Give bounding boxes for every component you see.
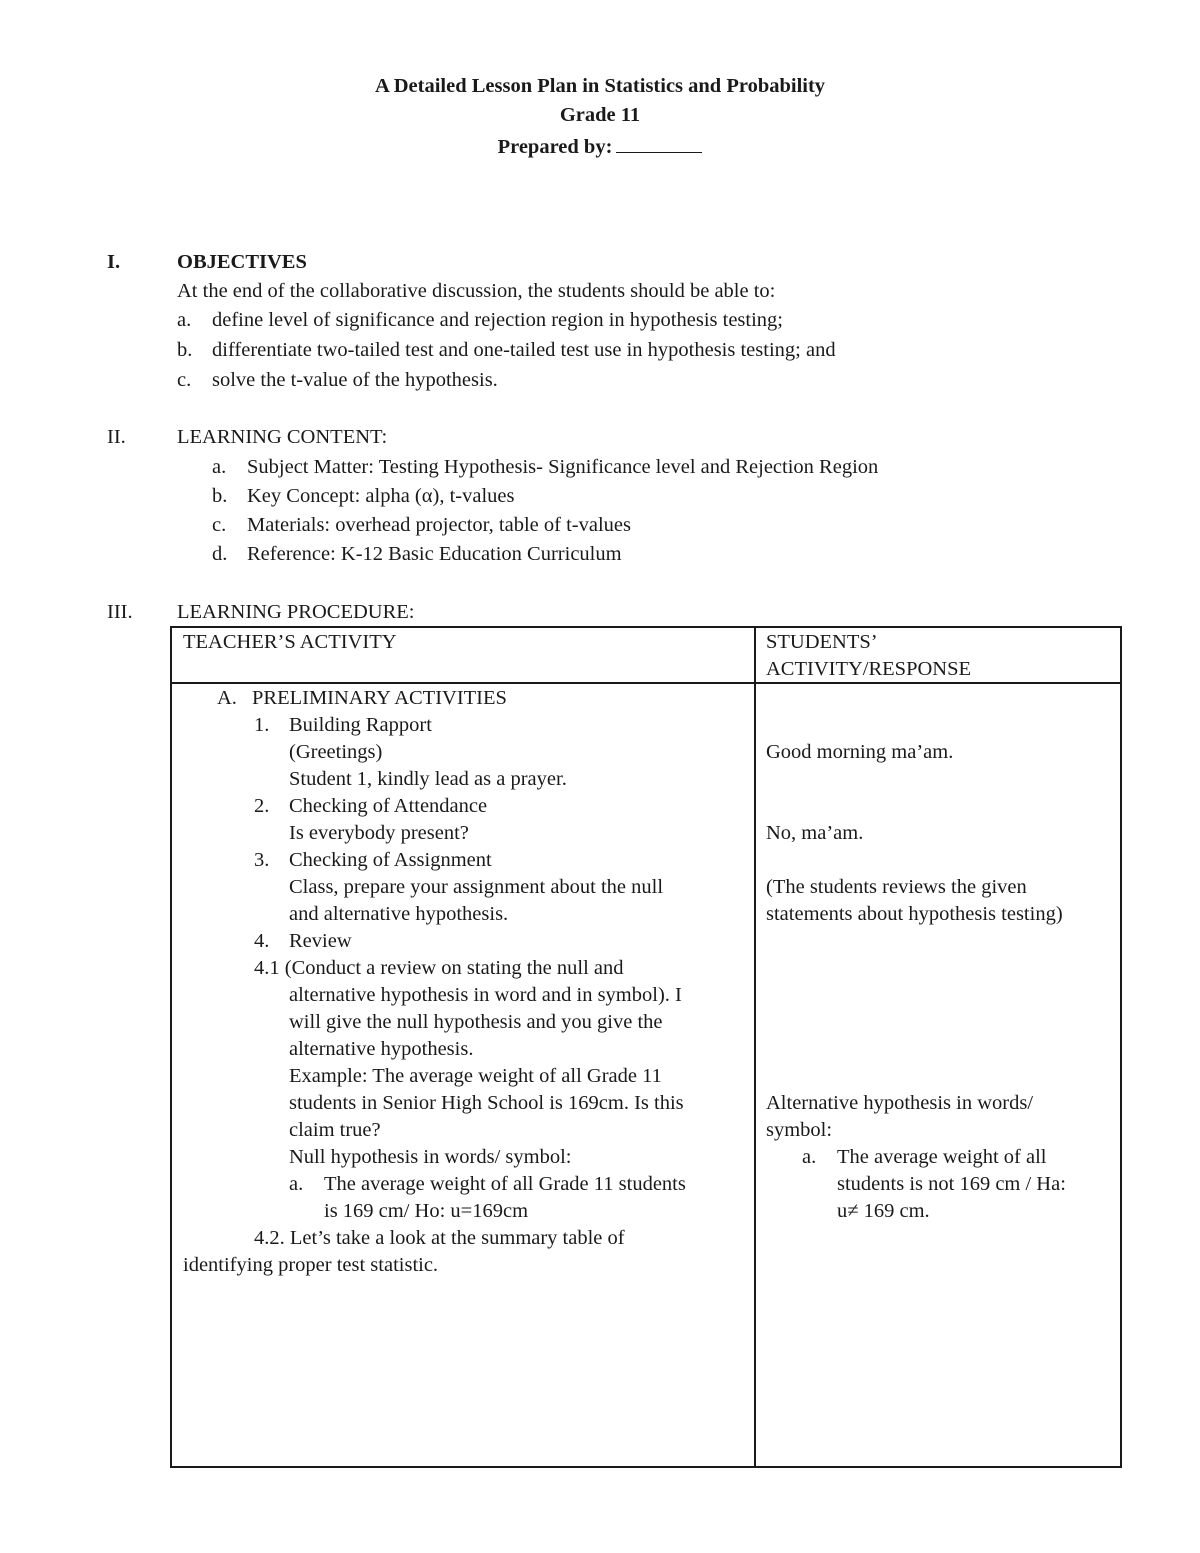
content-item bbox=[212, 540, 622, 569]
null-hypothesis-text: The average weight of all Grade 11 students bbox=[324, 1173, 686, 1195]
content-item bbox=[212, 511, 631, 540]
alt-hypothesis-item bbox=[802, 1144, 1046, 1171]
grade-level: Grade 11 bbox=[559, 104, 641, 126]
content-label: d. bbox=[212, 543, 228, 565]
objectives-number: I. bbox=[107, 251, 121, 273]
step-1-title: Building Rapport bbox=[289, 714, 432, 736]
step-2-title: Checking of Attendance bbox=[289, 795, 488, 817]
teacher-line: alternative hypothesis in word and in symbol). I bbox=[289, 984, 682, 1006]
learning-procedure-number: III. bbox=[107, 601, 133, 623]
student-response: No, ma’am. bbox=[766, 822, 864, 844]
step-3-line bbox=[254, 847, 492, 874]
objectives-intro: At the end of the collaborative discussion, the students should be able to: bbox=[177, 280, 776, 302]
null-hypothesis-item bbox=[289, 1171, 686, 1198]
null-hypothesis-label: a. bbox=[289, 1173, 304, 1195]
section-a-text: PRELIMINARY ACTIVITIES bbox=[252, 687, 507, 709]
objective-item bbox=[177, 366, 498, 395]
teacher-line: 4.1 (Conduct a review on stating the null and bbox=[254, 957, 624, 979]
step-2-line bbox=[254, 793, 487, 820]
content-item bbox=[212, 482, 514, 511]
objective-text: solve the t-value of the hypothesis. bbox=[212, 369, 498, 391]
student-response: symbol: bbox=[766, 1119, 833, 1141]
teacher-line: identifying proper test statistic. bbox=[183, 1254, 439, 1276]
step-4-title: Review bbox=[289, 930, 352, 952]
students-header-line-1: STUDENTS’ bbox=[766, 631, 878, 653]
prepared-by-label: Prepared by: bbox=[497, 136, 613, 158]
teacher-line: Null hypothesis in words/ symbol: bbox=[289, 1146, 572, 1168]
teacher-line: Student 1, kindly lead as a prayer. bbox=[289, 768, 567, 790]
procedure-table bbox=[170, 626, 1122, 1468]
student-response: Good morning ma’am. bbox=[766, 741, 954, 763]
content-item bbox=[212, 453, 878, 482]
teacher-line: will give the null hypothesis and you give the bbox=[289, 1011, 663, 1033]
teacher-line: and alternative hypothesis. bbox=[289, 903, 509, 925]
step-2-label: 2. bbox=[254, 795, 270, 817]
objectives-heading: OBJECTIVES bbox=[177, 251, 307, 273]
objective-item bbox=[177, 306, 783, 335]
learning-content-heading: LEARNING CONTENT: bbox=[177, 426, 388, 448]
content-label: b. bbox=[212, 485, 228, 507]
students-header-line-2: ACTIVITY/RESPONSE bbox=[766, 658, 972, 680]
student-response: (The students reviews the given bbox=[766, 876, 1027, 898]
content-label: c. bbox=[212, 514, 227, 536]
content-label: a. bbox=[212, 456, 227, 478]
objective-text: differentiate two-tailed test and one-tailed test use in hypothesis testing; and bbox=[212, 339, 836, 361]
teacher-line: 4.2. Let’s take a look at the summary table of bbox=[254, 1227, 625, 1249]
prepared-by-line bbox=[0, 130, 1200, 159]
teacher-line: Example: The average weight of all Grade 11 bbox=[289, 1065, 662, 1087]
objective-label: a. bbox=[177, 309, 192, 331]
learning-procedure-heading: LEARNING PROCEDURE: bbox=[177, 601, 415, 623]
teacher-line: claim true? bbox=[289, 1119, 381, 1141]
step-1-label: 1. bbox=[254, 714, 270, 736]
teacher-line: alternative hypothesis. bbox=[289, 1038, 474, 1060]
step-3-label: 3. bbox=[254, 849, 270, 871]
student-response: students is not 169 cm / Ha: bbox=[837, 1173, 1066, 1195]
objective-text: define level of significance and rejection region in hypothesis testing; bbox=[212, 309, 783, 331]
teacher-line: students in Senior High School is 169cm. Is this bbox=[289, 1092, 684, 1114]
teacher-line: is 169 cm/ Ho: u=169cm bbox=[324, 1200, 529, 1222]
objective-label: c. bbox=[177, 369, 192, 391]
teacher-header-text: TEACHER’S ACTIVITY bbox=[183, 631, 397, 653]
alt-hypothesis-text: The average weight of all bbox=[837, 1146, 1047, 1168]
document-title: A Detailed Lesson Plan in Statistics and Probability bbox=[374, 75, 826, 97]
step-4-label: 4. bbox=[254, 930, 270, 952]
prepared-by-blank bbox=[616, 130, 702, 153]
objective-item bbox=[177, 336, 836, 365]
student-response: statements about hypothesis testing) bbox=[766, 903, 1063, 925]
document-header bbox=[0, 72, 1200, 159]
teacher-column-header bbox=[171, 627, 755, 683]
teacher-line: Class, prepare your assignment about the null bbox=[289, 876, 664, 898]
section-a-line bbox=[217, 685, 507, 712]
student-response: u≠ 169 cm. bbox=[837, 1200, 930, 1222]
student-response: Alternative hypothesis in words/ bbox=[766, 1092, 1034, 1114]
content-text: Key Concept: alpha (α), t-values bbox=[247, 485, 515, 507]
objective-label: b. bbox=[177, 339, 193, 361]
content-text: Subject Matter: Testing Hypothesis- Significance level and Rejection Region bbox=[247, 456, 879, 478]
content-text: Materials: overhead projector, table of t-values bbox=[247, 514, 631, 536]
content-text: Reference: K-12 Basic Education Curriculum bbox=[247, 543, 622, 565]
step-4-line bbox=[254, 928, 352, 955]
step-3-title: Checking of Assignment bbox=[289, 849, 492, 871]
students-column-header bbox=[755, 627, 1121, 683]
teacher-line: Is everybody present? bbox=[289, 822, 469, 844]
teacher-activity-cell bbox=[171, 683, 755, 1467]
section-a-label: A. bbox=[217, 687, 237, 709]
students-response-cell bbox=[755, 683, 1121, 1467]
learning-content-number: II. bbox=[107, 426, 126, 448]
alt-hypothesis-label: a. bbox=[802, 1146, 817, 1168]
teacher-line: (Greetings) bbox=[289, 741, 383, 763]
step-1-line bbox=[254, 712, 432, 739]
